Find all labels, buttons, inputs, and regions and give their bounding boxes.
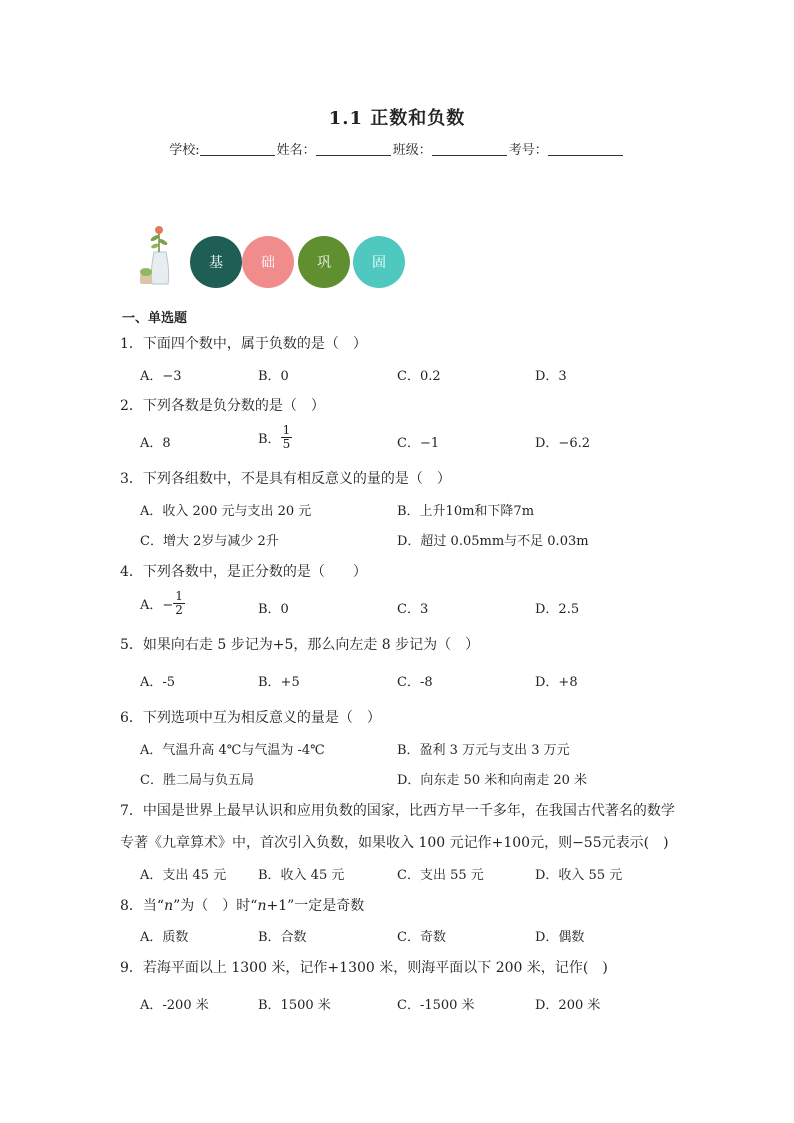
q2-option-c[interactable]: C．−1 xyxy=(397,436,440,451)
variable-n: n xyxy=(164,898,174,914)
q8-option-d[interactable]: D．偶数 xyxy=(535,930,585,945)
q6-option-a[interactable]: A．气温升高 4℃与气温为 -4℃ xyxy=(140,743,325,758)
q6-option-b[interactable]: B．盈利 3 万元与支出 3 万元 xyxy=(397,743,570,758)
q9-option-d[interactable]: D．200 米 xyxy=(535,998,601,1013)
q3-option-d[interactable]: D．超过 0.05mm与不足 0.03m xyxy=(397,534,589,549)
question-1-stem: 1．下面四个数中，属于负数的是（ ） xyxy=(120,336,367,352)
q7-option-b[interactable]: B．收入 45 元 xyxy=(258,868,345,883)
q5-option-d[interactable]: D．+8 xyxy=(535,675,578,690)
q3-option-c[interactable]: C．增大 2岁与减少 2升 xyxy=(140,534,279,549)
question-8-stem: 8．当“n”为（ ）时“n+1”一定是奇数 xyxy=(120,898,365,914)
q1-option-c[interactable]: C．0.2 xyxy=(397,369,441,384)
q8-option-c[interactable]: C．奇数 xyxy=(397,930,446,945)
q1-option-a[interactable]: A．−3 xyxy=(140,369,182,384)
q4-option-b[interactable]: B．0 xyxy=(258,602,289,617)
student-info-line xyxy=(0,139,794,158)
question-6-stem: 6．下列选项中互为相反意义的量是（ ） xyxy=(120,710,381,726)
question-4-stem: 4．下列各数中，是正分数的是（ ） xyxy=(120,564,367,580)
fraction-one-half: $\frac{1}{2}$ xyxy=(175,589,183,617)
banner-circle-3: 巩 xyxy=(298,236,350,288)
q7-option-c[interactable]: C．支出 55 元 xyxy=(397,868,484,883)
document-title: 1.1 正数和负数 xyxy=(328,108,466,129)
q9-option-a[interactable]: A．-200 米 xyxy=(140,998,209,1013)
fraction-one-fifth: $\frac{1}{5}$ xyxy=(282,423,291,451)
school-label: 学校: xyxy=(169,143,200,158)
q5-option-b[interactable]: B．+5 xyxy=(258,675,300,690)
plant-vase-icon xyxy=(132,222,182,288)
q5-option-a[interactable]: A．-5 xyxy=(140,675,176,690)
section-title: 一、单选题 xyxy=(122,311,188,326)
banner-circle-2: 础 xyxy=(242,236,294,288)
q7-option-a[interactable]: A．支出 45 元 xyxy=(140,868,227,883)
exam-no-blank[interactable] xyxy=(548,143,623,156)
q1-option-d[interactable]: D．3 xyxy=(535,369,567,384)
q2-option-d[interactable]: D．−6.2 xyxy=(535,436,590,451)
name-blank[interactable] xyxy=(316,143,391,156)
q2-option-a[interactable]: A．8 xyxy=(140,436,171,451)
name-label: 姓名： xyxy=(276,143,316,158)
banner-circle-1: 基 xyxy=(190,236,242,288)
q9-option-c[interactable]: C．-1500 米 xyxy=(397,998,475,1013)
question-5-stem: 5．如果向右走 5 步记为+5，那么向左走 8 步记为（ ） xyxy=(120,637,480,653)
q4-option-c[interactable]: C．3 xyxy=(397,602,429,617)
q6-option-c[interactable]: C．胜二局与负五局 xyxy=(140,773,254,788)
q3-option-a[interactable]: A．收入 200 元与支出 20 元 xyxy=(140,504,312,519)
question-2-stem: 2．下列各数是负分数的是（ ） xyxy=(120,398,325,414)
banner-circle-4: 固 xyxy=(353,236,405,288)
school-blank[interactable] xyxy=(200,143,275,156)
q5-option-c[interactable]: C．-8 xyxy=(397,675,433,690)
q4-option-a[interactable]: A．− $\frac{1}{2}$ xyxy=(140,589,183,617)
q3-option-b[interactable]: B．上升10m和下降7m xyxy=(397,504,535,519)
q8-option-b[interactable]: B．合数 xyxy=(258,930,307,945)
variable-n: n xyxy=(257,898,267,914)
question-9-stem: 9．若海平面以上 1300 米，记作+1300 米，则海平面以下 200 米，记作( ) xyxy=(120,960,608,976)
q9-option-b[interactable]: B．1500 米 xyxy=(258,998,331,1013)
q7-option-d[interactable]: D．收入 55 元 xyxy=(535,868,623,883)
class-blank[interactable] xyxy=(432,143,507,156)
question-7-stem: 7．中国是世界上最早认识和应用负数的国家，比西方早一千多年，在我国古代著名的数学 xyxy=(120,803,675,819)
question-3-stem: 3．下列各组数中，不是具有相反意义的量的是（ ） xyxy=(120,471,451,487)
q1-option-b[interactable]: B．0 xyxy=(258,369,289,384)
q6-option-d[interactable]: D．向东走 50 米和向南走 20 米 xyxy=(397,773,588,788)
class-label: 班级： xyxy=(392,143,432,158)
question-7-stem-line2: 专著《九章算术》中，首次引入负数，如果收入 100 元记作+100元，则−55元表示( ) xyxy=(120,835,669,851)
q2-option-b[interactable]: B． $\frac{1}{5}$ xyxy=(258,423,291,451)
q4-option-d[interactable]: D．2.5 xyxy=(535,602,580,617)
q8-option-a[interactable]: A．质数 xyxy=(140,930,189,945)
exam-no-label: 考号： xyxy=(508,143,548,158)
